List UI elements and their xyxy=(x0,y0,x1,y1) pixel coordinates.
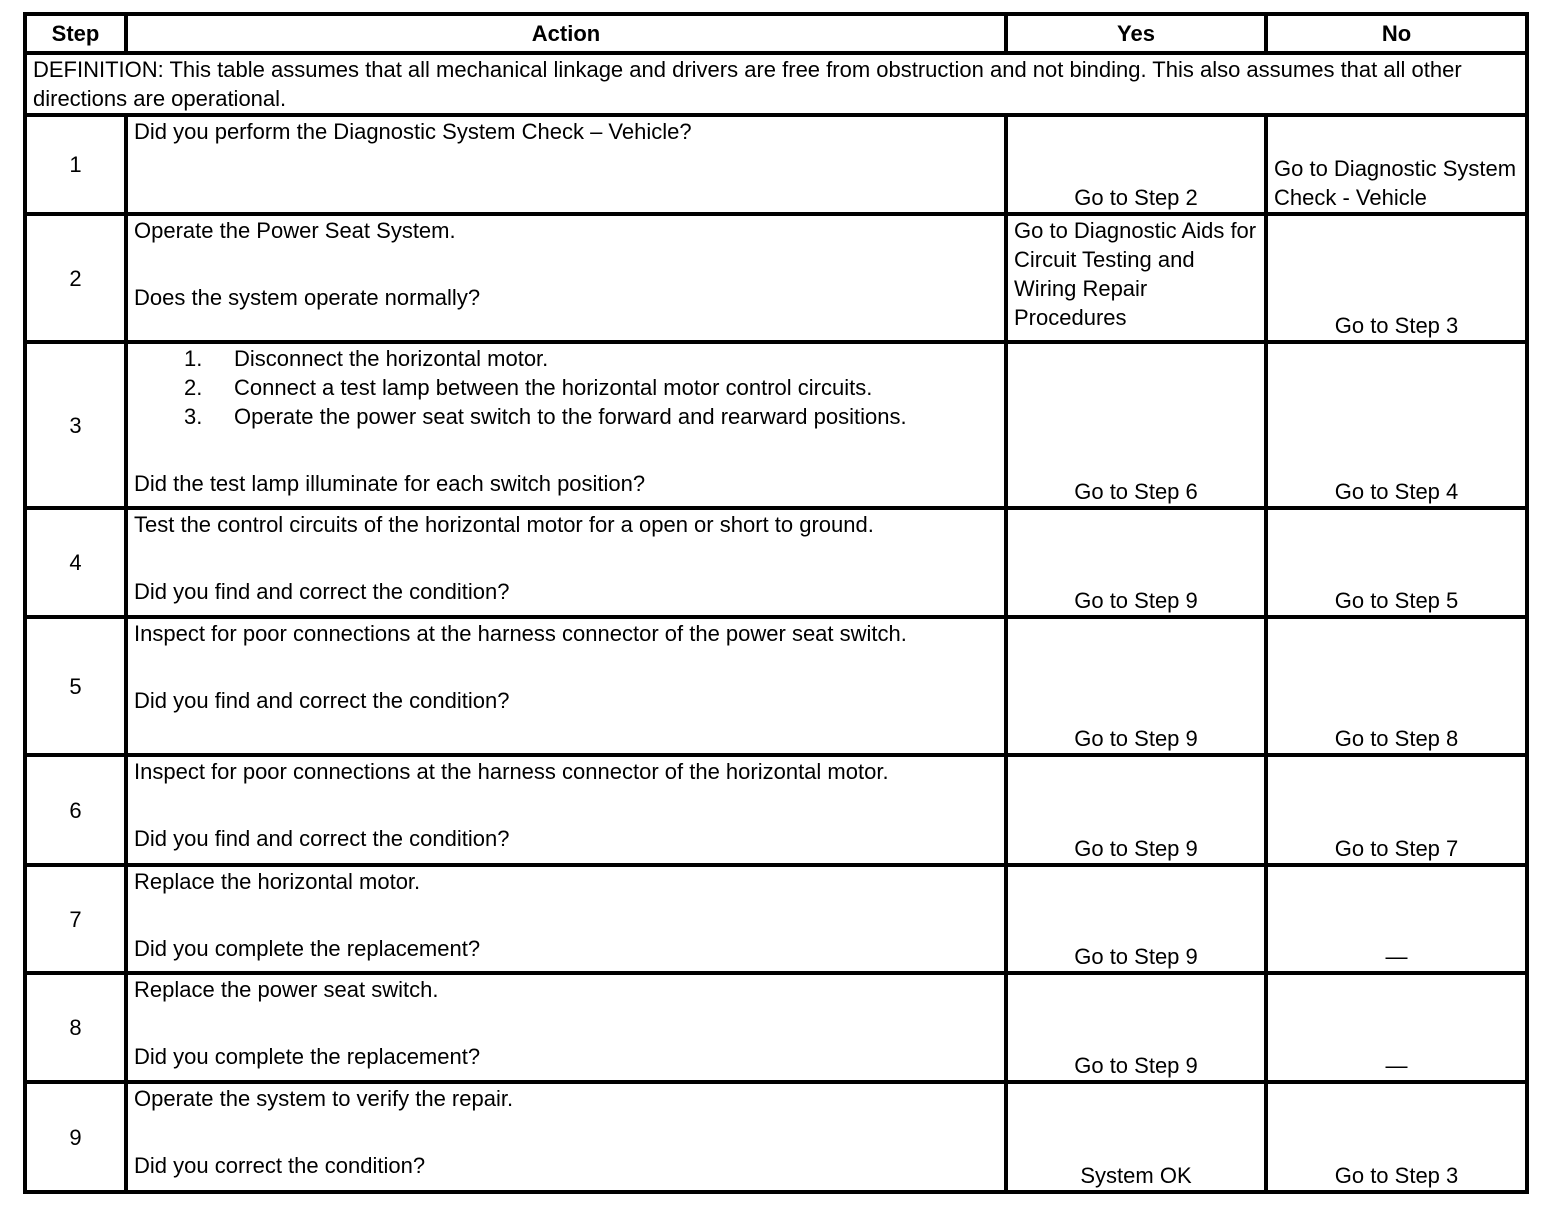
table-row xyxy=(25,342,1527,508)
action-question: Did the test lamp illuminate for each switch position? xyxy=(134,471,646,496)
action-instruction: Test the control circuits of the horizontal motor for a open or short to ground. xyxy=(134,512,874,537)
step-number: 7 xyxy=(25,865,126,973)
action-instruction: Did you perform the Diagnostic System Check – Vehicle? xyxy=(134,119,692,144)
action-instruction: Replace the horizontal motor. xyxy=(134,869,421,894)
action-question: Did you find and correct the condition? xyxy=(134,826,510,851)
action-cell xyxy=(126,755,1006,865)
table-row xyxy=(25,617,1527,755)
substep-number: 2. xyxy=(184,375,203,400)
step-number: 8 xyxy=(25,973,126,1082)
step-number: 3 xyxy=(25,342,126,508)
substep-text: Connect a test lamp between the horizontal motor control circuits. xyxy=(234,375,873,400)
yes-result: Go to Step 9 xyxy=(1006,508,1266,617)
header-no: No xyxy=(1266,14,1527,53)
action-cell xyxy=(126,214,1006,342)
no-result: Go to Step 8 xyxy=(1266,617,1527,755)
action-question: Did you complete the replacement? xyxy=(134,936,481,961)
table-row xyxy=(25,115,1527,214)
action-question: Did you complete the replacement? xyxy=(134,1044,481,1069)
substep-text: Disconnect the horizontal motor. xyxy=(234,346,549,371)
action-instruction: Operate the Power Seat System. xyxy=(134,218,456,243)
no-result: — xyxy=(1266,865,1527,973)
action-cell xyxy=(126,617,1006,755)
table-row xyxy=(25,508,1527,617)
action-cell xyxy=(126,1082,1006,1192)
no-result: Go to Step 3 xyxy=(1266,214,1527,342)
yes-result: Go to Step 9 xyxy=(1006,617,1266,755)
step-number: 5 xyxy=(25,617,126,755)
action-question: Does the system operate normally? xyxy=(134,285,481,310)
no-result: Go to Step 5 xyxy=(1266,508,1527,617)
no-result: Go to Step 3 xyxy=(1266,1082,1527,1192)
substep-item xyxy=(184,402,998,431)
action-cell xyxy=(126,865,1006,973)
step-number: 6 xyxy=(25,755,126,865)
header-row xyxy=(25,14,1527,53)
no-result: — xyxy=(1266,973,1527,1082)
substep-text: Operate the power seat switch to the forward and rearward positions. xyxy=(234,404,907,429)
action-instruction: Inspect for poor connections at the harness connector of the power seat switch. xyxy=(134,621,907,646)
definition-row xyxy=(25,53,1527,115)
action-cell xyxy=(126,342,1006,508)
action-cell xyxy=(126,508,1006,617)
no-result: Go to Step 7 xyxy=(1266,755,1527,865)
header-action: Action xyxy=(126,14,1006,53)
action-instruction: Inspect for poor connections at the harness connector of the horizontal motor. xyxy=(134,759,889,784)
table-row xyxy=(25,973,1527,1082)
step-number: 1 xyxy=(25,115,126,214)
yes-result: Go to Step 9 xyxy=(1006,865,1266,973)
action-question: Did you find and correct the condition? xyxy=(134,688,510,713)
substep-number: 3. xyxy=(184,404,203,429)
substep-item xyxy=(184,344,998,373)
action-cell xyxy=(126,973,1006,1082)
yes-result: System OK xyxy=(1006,1082,1266,1192)
yes-result: Go to Step 2 xyxy=(1006,115,1266,214)
action-cell xyxy=(126,115,1006,214)
step-number: 9 xyxy=(25,1082,126,1192)
header-yes: Yes xyxy=(1006,14,1266,53)
header-step: Step xyxy=(25,14,126,53)
substep-list xyxy=(134,344,998,431)
table-row xyxy=(25,214,1527,342)
substep-number: 1. xyxy=(184,346,203,371)
yes-result: Go to Diagnostic Aids for Circuit Testing and Wiring Repair Procedures xyxy=(1006,214,1266,342)
action-instruction: Replace the power seat switch. xyxy=(134,977,439,1002)
substep-item xyxy=(184,373,998,402)
action-instruction: Operate the system to verify the repair. xyxy=(134,1086,514,1111)
table-row xyxy=(25,1082,1527,1192)
action-question: Did you correct the condition? xyxy=(134,1153,426,1178)
yes-result: Go to Step 9 xyxy=(1006,973,1266,1082)
step-number: 2 xyxy=(25,214,126,342)
action-question: Did you find and correct the condition? xyxy=(134,579,510,604)
table-row xyxy=(25,865,1527,973)
diagnostic-table xyxy=(23,12,1529,1194)
yes-result: Go to Step 6 xyxy=(1006,342,1266,508)
no-result: Go to Step 4 xyxy=(1266,342,1527,508)
table-row xyxy=(25,755,1527,865)
step-number: 4 xyxy=(25,508,126,617)
yes-result: Go to Step 9 xyxy=(1006,755,1266,865)
definition-text: DEFINITION: This table assumes that all mechanical linkage and drivers are free from obstruction and not binding. This also assumes that all other directions are operational. xyxy=(25,53,1527,115)
no-result: Go to Diagnostic System Check - Vehicle xyxy=(1266,115,1527,214)
